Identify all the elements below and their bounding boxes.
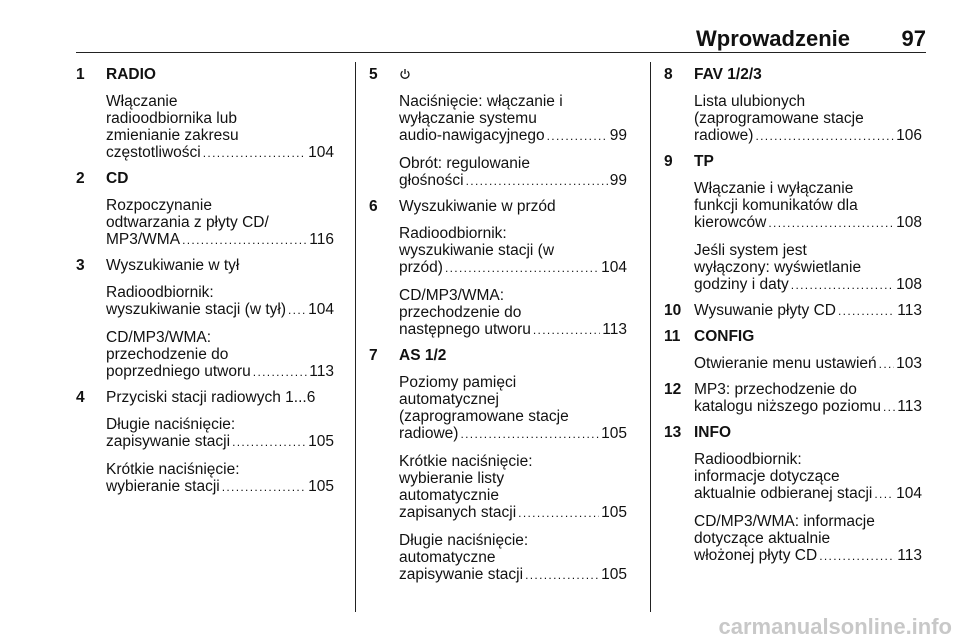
toc-text: Lista ulubionych [694,93,806,110]
entry-title: AS 1/2 [399,347,447,364]
dot-leader [768,214,894,232]
toc-text: radiowe) [399,425,459,442]
toc-entry [76,170,334,249]
dot-leader [222,478,306,496]
entry-number: 7 [369,347,378,364]
toc-text: Długie naciśnięcie: [106,416,236,433]
toc-line [399,321,627,339]
toc-page: 113 [309,363,334,380]
toc-text: Radioodbiornik: [694,451,802,468]
entry-number: 3 [76,257,85,274]
toc-text: poprzedniego utworu [106,363,251,380]
toc-text: Obrót: regulowanie [399,155,530,172]
toc-text: godziny i daty [694,276,789,293]
column-1 [76,66,334,496]
toc-text: funkcji komunikatów dla [694,197,858,214]
dot-leader [547,127,608,145]
toc-text: zapisywanie stacji [106,433,231,450]
toc-line [106,363,334,381]
toc-subentry [106,284,334,319]
toc-line [399,566,627,584]
dot-leader [879,355,894,373]
column-divider [355,62,356,612]
dot-leader [874,485,894,503]
toc-text: aktualnie odbieranej stacji [694,485,873,502]
toc-subentry [106,461,334,496]
toc-entry [76,389,334,496]
entry-number: 12 [664,381,682,398]
column-2 [369,66,627,584]
toc-subentry [694,513,922,565]
toc-entry [664,66,922,145]
entry-number: 1 [76,66,85,83]
toc-text: Radioodbiornik: [399,225,507,242]
toc-line [694,398,922,416]
toc-text: radioodbiornika lub [106,110,237,127]
toc-line [106,301,334,319]
dot-leader [232,433,306,451]
toc-text: przód) [399,259,443,276]
entry-number: 10 [664,302,682,319]
dot-leader [253,363,308,381]
page-title: Wprowadzenie [695,26,850,51]
toc-text: kierowców [694,214,767,231]
entry-title: Przyciski stacji radiowych 1...6 [106,389,316,406]
toc-text: wyszukiwanie stacji (w tył) [106,301,287,318]
toc-subentry [399,287,627,339]
entry-title: FAV 1/2/3 [694,66,762,83]
entry-title: RADIO [106,66,156,83]
entry-number: 4 [76,389,85,406]
dot-leader [525,566,599,584]
entry-number: 5 [369,66,378,83]
toc-text: automatycznej [399,391,499,408]
toc-text: Włączanie [106,93,178,110]
toc-page: 116 [309,231,334,248]
toc-text: wyłączony: wyświetlanie [694,259,862,276]
toc-line [399,172,627,190]
toc-text: MP3: przechodzenie do [694,381,857,398]
watermark: carmanualsonline.info [718,614,952,639]
toc-page: 113 [897,302,922,319]
toc-line [399,259,627,277]
toc-text: MP3/WMA [106,231,181,248]
toc-text: wyłączanie systemu [399,110,537,127]
toc-subentry [399,374,627,443]
dot-leader [791,276,894,294]
toc-text: Otwieranie menu ustawień [694,355,877,372]
toc-page: 113 [897,398,922,415]
toc-line [694,276,922,294]
column-3 [664,66,922,565]
toc-text: zapisywanie stacji [399,566,524,583]
dot-leader [182,231,307,249]
page-number: 97 [901,26,926,51]
toc-page: 104 [601,259,627,276]
toc-text: katalogu niższego poziomu [694,398,881,415]
toc-line [106,231,334,249]
dot-leader [518,504,599,522]
toc-subentry [694,451,922,503]
entry-number: 11 [664,328,681,345]
dot-leader [460,425,599,443]
toc-subentry [399,155,627,190]
entry-number: 8 [664,66,673,83]
power-icon [399,68,411,80]
toc-page: 106 [896,127,922,144]
entry-number: 2 [76,170,85,187]
entry-number: 9 [664,153,673,170]
toc-page: 105 [308,433,334,450]
toc-text: Krótkie naciśnięcie: [399,453,533,470]
toc-text: Długie naciśnięcie: [399,532,529,549]
toc-page: 99 [609,127,627,144]
toc-entry [664,381,922,416]
toc-text: radiowe) [694,127,754,144]
toc-page: 105 [308,478,334,495]
toc-text: następnego utworu [399,321,531,338]
toc-text: włożonej płyty CD [694,547,818,564]
toc-page: 113 [897,547,922,564]
toc-line [106,144,334,162]
dot-leader [883,398,895,416]
toc-text: wyszukiwanie stacji (w [399,242,555,259]
toc-text: audio-nawigacyjnego [399,127,545,144]
toc-entry [369,198,627,339]
entry-title [399,66,627,83]
toc-line [694,485,922,503]
dot-leader [445,259,599,277]
toc-page: 105 [601,425,627,442]
toc-line [399,127,627,145]
entry-number: 13 [664,424,682,441]
toc-text: (zaprogramowane stacje [694,110,864,127]
toc-text: głośności [399,172,464,189]
toc-subentry [106,416,334,451]
toc-subentry [399,532,627,584]
toc-text: wybieranie listy [399,470,505,487]
toc-subentry [694,242,922,294]
toc-line [106,478,334,496]
entry-title: TP [694,153,714,170]
toc-text: zmienianie zakresu [106,127,239,144]
dot-leader [466,172,608,190]
toc-entry [76,66,334,162]
entry-title: CONFIG [694,328,755,345]
toc-text: Wysuwanie płyty CD [694,302,836,319]
toc-text: przechodzenie do [399,304,522,321]
entry-title: CD [106,170,129,187]
toc-text: Radioodbiornik: [106,284,214,301]
toc-text: częstotliwości [106,144,201,161]
toc-text: Poziomy pamięci [399,374,517,391]
toc-page: 108 [896,214,922,231]
toc-subentry [399,93,627,145]
toc-entry [76,257,334,381]
toc-text: przechodzenie do [106,346,229,363]
toc-subentry [399,225,627,277]
toc-text: wybieranie stacji [106,478,220,495]
toc-subentry [694,93,922,145]
toc-text: automatyczne [399,549,496,566]
toc-page: 113 [602,321,627,338]
toc-text: Włączanie i wyłączanie [694,180,854,197]
toc-page: 104 [308,301,334,318]
dot-leader [288,301,306,319]
toc-text: CD/MP3/WMA: informacje [694,513,875,530]
toc-subentry [106,93,334,162]
dot-leader [838,302,895,320]
column-divider [650,62,651,612]
toc-subentry [399,453,627,522]
entry-title: Wyszukiwanie w tył [106,257,240,274]
toc-page: 104 [308,144,334,161]
toc-line [399,504,627,522]
dot-leader [533,321,600,339]
toc-line [694,214,922,232]
toc-text: odtwarzania z płyty CD/ [106,214,269,231]
toc-page: 105 [601,504,627,521]
toc-subentry [694,355,922,373]
toc-page: 105 [601,566,627,583]
toc-line [694,547,922,565]
toc-page: 103 [896,355,922,372]
toc-entry [664,328,922,373]
dot-leader [819,547,895,565]
toc-page: 104 [896,485,922,502]
toc-text: CD/MP3/WMA: [106,329,212,346]
toc-page: 99 [609,172,627,189]
toc-text: CD/MP3/WMA: [399,287,505,304]
toc-line [399,425,627,443]
toc-line [694,355,922,373]
toc-text: Rozpoczynanie [106,197,212,214]
toc-entry [369,66,627,190]
toc-text: Krótkie naciśnięcie: [106,461,240,478]
dot-leader [755,127,894,145]
dot-leader [203,144,306,162]
toc-subentry [106,197,334,249]
toc-line [694,127,922,145]
toc-text: Jeśli system jest [694,242,807,259]
toc-subentry [106,329,334,381]
toc-text: informacje dotyczące [694,468,840,485]
entry-title: INFO [694,424,732,441]
toc-text: (zaprogramowane stacje [399,408,569,425]
toc-line [106,433,334,451]
toc-entry [664,153,922,294]
toc-line [694,302,922,320]
page-header [76,26,926,53]
toc-text: automatycznie [399,487,499,504]
entry-title: Wyszukiwanie w przód [399,198,556,215]
toc-text: dotyczące aktualnie [694,530,831,547]
toc-subentry [694,180,922,232]
entry-number: 6 [369,198,378,215]
toc-entry [664,424,922,565]
toc-text: zapisanych stacji [399,504,517,521]
toc-entry [369,347,627,584]
toc-entry [664,302,922,320]
toc-page: 108 [896,276,922,293]
toc-text: Naciśnięcie: włączanie i [399,93,563,110]
